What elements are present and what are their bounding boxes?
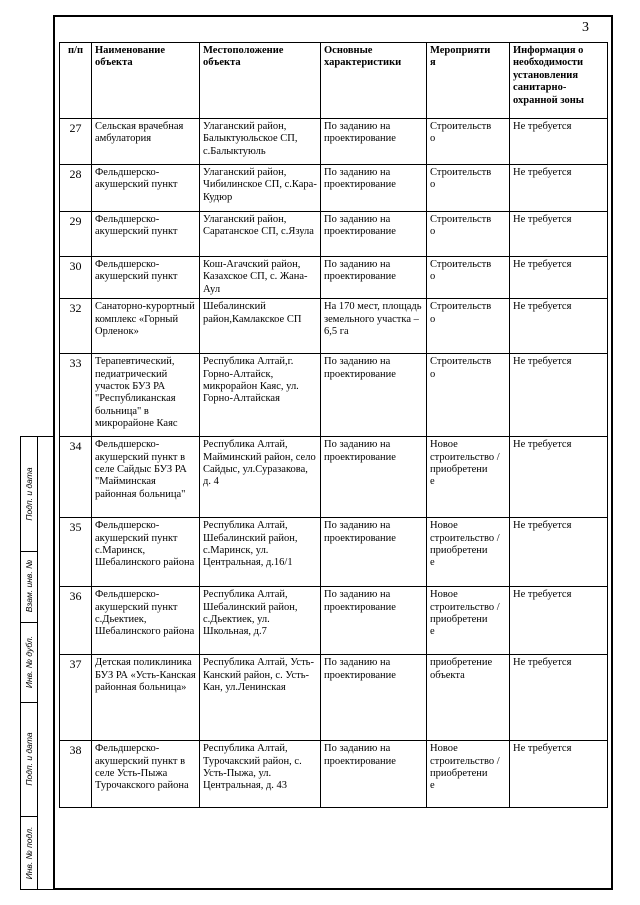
side-cell-duplicate-inv (21, 622, 37, 703)
cell-measures: Строительств о (427, 354, 510, 437)
side-label: Инв. № подл. (24, 826, 34, 880)
cell-measures: Строительств о (427, 257, 510, 299)
cell-number: 28 (60, 165, 92, 212)
cell-measures: Строительств о (427, 212, 510, 257)
cell-measures: Строительств о (427, 165, 510, 212)
table-row (60, 655, 608, 741)
cell-name: Фельдшерско-акушерский пункт в селе Сайдыс БУЗ РА "Майминская районная больница" (92, 437, 200, 518)
cell-number: 36 (60, 587, 92, 655)
cell-characteristics: По заданию на проектирование (321, 437, 427, 518)
cell-measures: Новое строительство /приобретени е (427, 587, 510, 655)
cell-characteristics: По заданию на проектирование (321, 257, 427, 299)
cell-location: Кош-Агачский район, Казахское СП, с. Жана-Аул (200, 257, 321, 299)
table-row (60, 299, 608, 354)
cell-characteristics: На 170 мест, площадь земельного участка – 6,5 га (321, 299, 427, 354)
header-location: Местоположение объекта (200, 43, 321, 119)
table-row (60, 437, 608, 518)
side-cell-replacement-inv (21, 551, 37, 623)
cell-info: Не требуется (510, 212, 608, 257)
cell-location: Улаганский район, Саратанское СП, с.Язула (200, 212, 321, 257)
cell-number: 33 (60, 354, 92, 437)
header-number: п/п (60, 43, 92, 119)
table-row (60, 119, 608, 165)
cell-name: Фельдшерско-акушерский пункт с.Маринск, Шебалинского района (92, 518, 200, 587)
cell-info: Не требуется (510, 257, 608, 299)
cell-number: 35 (60, 518, 92, 587)
cell-measures: Строительств о (427, 299, 510, 354)
cell-location: Шебалинский район,Камлакское СП (200, 299, 321, 354)
table-row (60, 212, 608, 257)
cell-info: Не требуется (510, 655, 608, 741)
cell-name: Фельдшерско-акушерский пункт в селе Усть-Пыжа Турочакского района (92, 741, 200, 808)
cell-location: Республика Алтай, Шебалинский район, с.Маринск, ул. Центральная, д.16/1 (200, 518, 321, 587)
cell-name: Фельдшерско-акушерский пункт (92, 165, 200, 212)
side-label: Взам. инв. № (24, 559, 34, 613)
side-cell-signature-date-1 (21, 437, 37, 552)
cell-info: Не требуется (510, 165, 608, 212)
cell-number: 32 (60, 299, 92, 354)
cell-location: Улаганский район, Балыктуюльское СП, с.Балыктуюль (200, 119, 321, 165)
cell-name: Сельская врачебная амбулатория (92, 119, 200, 165)
cell-number: 30 (60, 257, 92, 299)
cell-info: Не требуется (510, 587, 608, 655)
cell-measures: Строительств о (427, 119, 510, 165)
cell-number: 38 (60, 741, 92, 808)
side-label: Инв. № дубл. (24, 635, 34, 689)
side-stamp-divider (37, 437, 38, 889)
table-row (60, 518, 608, 587)
cell-location: Улаганский район, Чибилинское СП, с.Кара-Кудюр (200, 165, 321, 212)
cell-number: 29 (60, 212, 92, 257)
cell-characteristics: По заданию на проектирование (321, 212, 427, 257)
header-name: Наименование объекта (92, 43, 200, 119)
table-header-row (60, 43, 608, 119)
cell-info: Не требуется (510, 741, 608, 808)
cell-characteristics: По заданию на проектирование (321, 165, 427, 212)
cell-name: Фельдшерско-акушерский пункт (92, 212, 200, 257)
cell-characteristics: По заданию на проектирование (321, 587, 427, 655)
cell-info: Не требуется (510, 354, 608, 437)
cell-name: Фельдшерско-акушерский пункт с.Дьектиек, Шебалинского района (92, 587, 200, 655)
cell-name: Санаторно-курортный комплекс «Горный Орленок» (92, 299, 200, 354)
header-measures: Мероприяти я (427, 43, 510, 119)
table-row (60, 165, 608, 212)
side-label: Подп. и дата (24, 732, 34, 786)
side-stamp (20, 436, 53, 890)
cell-number: 37 (60, 655, 92, 741)
cell-info: Не требуется (510, 437, 608, 518)
header-characteristics: Основные характеристики (321, 43, 427, 119)
table-row (60, 257, 608, 299)
cell-measures: приобретение объекта (427, 655, 510, 741)
cell-info: Не требуется (510, 518, 608, 587)
cell-measures: Новое строительство /приобретени е (427, 741, 510, 808)
cell-location: Республика Алтай, Шебалинский район, с.Дьектиек, ул. Школьная, д.7 (200, 587, 321, 655)
cell-characteristics: По заданию на проектирование (321, 119, 427, 165)
cell-number: 34 (60, 437, 92, 518)
cell-location: Республика Алтай,г. Горно-Алтайск, микрорайон Каяс, ул. Горно-Алтайская (200, 354, 321, 437)
cell-characteristics: По заданию на проектирование (321, 741, 427, 808)
cell-characteristics: По заданию на проектирование (321, 518, 427, 587)
side-label: Подп. и дата (24, 467, 34, 521)
cell-characteristics: По заданию на проектирование (321, 655, 427, 741)
cell-info: Не требуется (510, 299, 608, 354)
page-number: 3 (582, 20, 589, 35)
table-row (60, 587, 608, 655)
cell-location: Республика Алтай, Майминский район, село Сайдыс, ул.Суразакова, д. 4 (200, 437, 321, 518)
cell-number: 27 (60, 119, 92, 165)
cell-name: Терапевтический, педиатрический участок БУЗ РА "Республиканская больница" в микрорайоне Каяс (92, 354, 200, 437)
header-info: Информация о необходимости установления санитарно-охранной зоны (510, 43, 608, 119)
cell-characteristics: По заданию на проектирование (321, 354, 427, 437)
cell-location: Республика Алтай, Турочакский район, с. Усть-Пыжа, ул. Центральная, д. 43 (200, 741, 321, 808)
cell-measures: Новое строительство /приобретени е (427, 437, 510, 518)
side-cell-signature-date-2 (21, 702, 37, 817)
table-row (60, 741, 608, 808)
cell-name: Детская поликлиника БУЗ РА «Усть-Канская районная больница» (92, 655, 200, 741)
cell-location: Республика Алтай, Усть-Канский район, с. Усть-Кан, ул.Ленинская (200, 655, 321, 741)
cell-info: Не требуется (510, 119, 608, 165)
table-row (60, 354, 608, 437)
objects-table (59, 42, 608, 808)
cell-name: Фельдшерско-акушерский пункт (92, 257, 200, 299)
side-cell-original-inv (21, 816, 37, 891)
cell-measures: Новое строительство /приобретени е (427, 518, 510, 587)
